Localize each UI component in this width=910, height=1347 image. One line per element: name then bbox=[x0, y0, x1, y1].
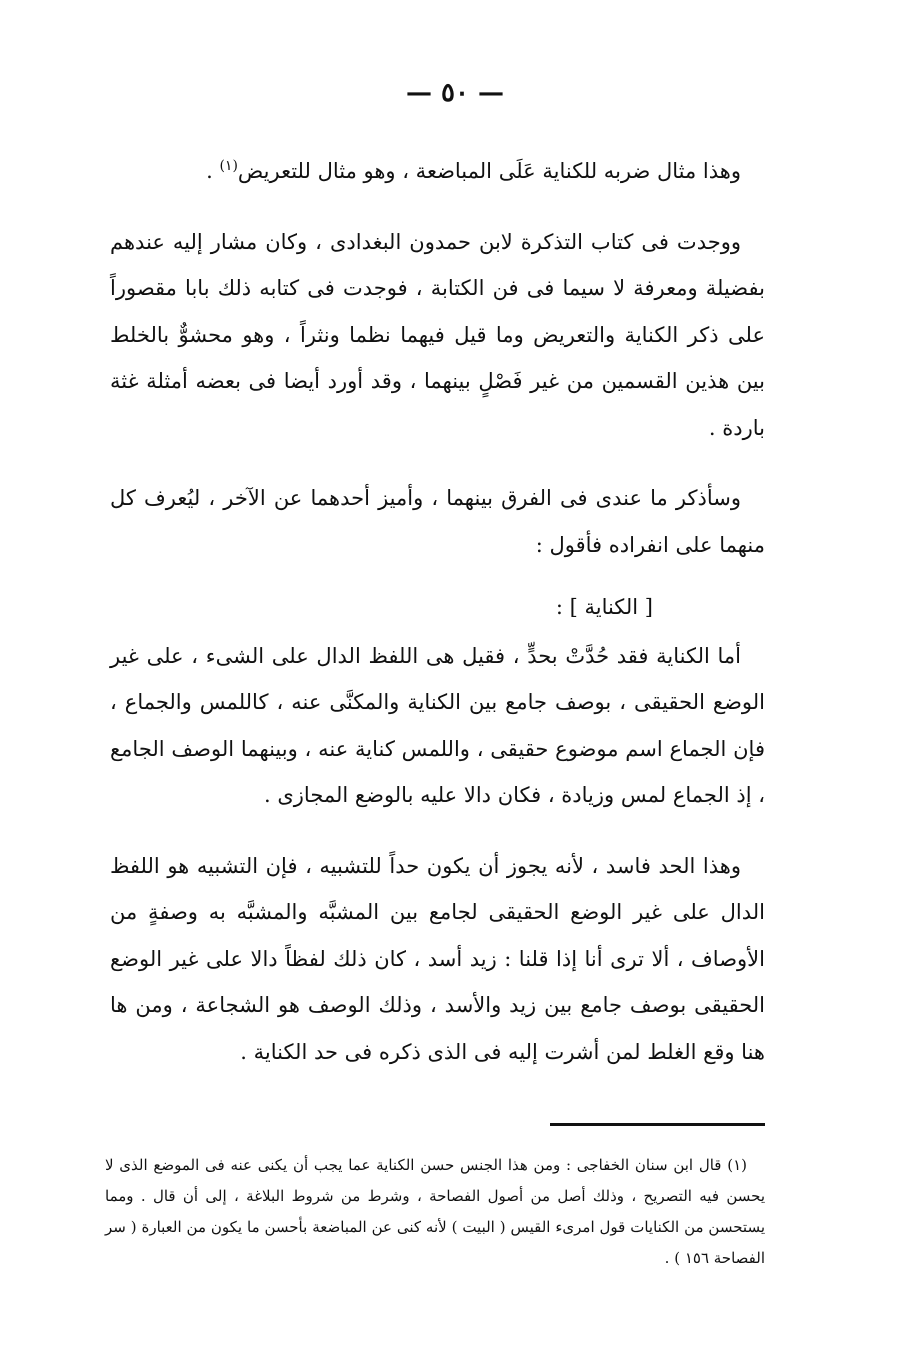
paragraph-1-end: . bbox=[206, 159, 220, 183]
paragraph-1-text: وهذا مثال ضربه للكناية عَلَى المباضعة ، وهو مثال للتعريض bbox=[237, 159, 741, 183]
page-number: — ٥٠ — bbox=[405, 78, 505, 108]
footnote-text: (١) قال ابن سنان الخفاجى : ومن هذا الجنس حسن الكناية عما يجب أن يكنى عنه فى الموضع الذى لا يحسن فيه التصريح ، وذلك أصل من أصول الفصاحة ، وشرط من شروط البلاغة ، إلى أن قال . ومما يستحسن من الكنايات قول امرىء القيس ( البيت ) لأنه كنى عن المباضعة بأحسن ما يكون من العبارة ( سر الفصاحة ١٥٦ ) . bbox=[105, 1156, 765, 1267]
footnote bbox=[105, 1150, 765, 1274]
footnote-reference: (١) bbox=[219, 158, 238, 174]
main-text bbox=[110, 148, 765, 1075]
section-heading: [ الكناية ] : bbox=[555, 595, 653, 619]
paragraph-3: وسأذكر ما عندى فى الفرق بينهما ، وأميز أحدهما عن الآخر ، ليُعرف كل منهما على انفراده فأقول : bbox=[110, 486, 765, 557]
paragraph-5: وهذا الحد فاسد ، لأنه يجوز أن يكون حداً للتشبيه ، فإن التشبيه هو اللفظ الدال على غير الوضع الحقيقى لجامع بين المشبَّه والمشبَّه به وصفةٍ من الأوصاف ، ألا ترى أنا إذا قلنا : زيد أسد ، كان ذلك لفظاً دالا على غير الوضع الحقيقى بوصف جامع بين زيد والأسد ، وذلك الوصف هو الشجاعة ، ومن ها هنا وقع الغلط لمن أشرت إليه فى الذى ذكره فى حد الكناية . bbox=[110, 853, 765, 1064]
paragraph-2: ووجدت فى كتاب التذكرة لابن حمدون البغدادى ، وكان مشار إليه عندهم بفضيلة ومعرفة لا سيما فى فن الكتابة ، فوجدت فى كتابه ذلك بابا مقصوراً على ذكر الكناية والتعريض وما قيل فيهما نظما ونثراً ، وهو محشوٌّ بالخلط بين هذين القسمين من غير فَصْلٍ بينهما ، وقد أورد أيضا فى بعضه أمثلة غثة باردة . bbox=[110, 229, 765, 440]
paragraph-1 bbox=[110, 148, 765, 195]
paragraph-4: أما الكناية فقد حُدَّتْ بحدٍّ ، فقيل هى اللفظ الدال على الشىء ، على غير الوضع الحقيقى ، بوصف جامع بين الكناية والمكنَّى عنه ، كاللمس والجماع ، فإن الجماع اسم موضوع حقيقى ، واللمس كناية عنه ، وبينهما الوصف الجامع ، إذ الجماع لمس وزيادة ، فكان دالا عليه بالوضع المجازى . bbox=[110, 643, 765, 807]
footnote-divider bbox=[550, 1123, 765, 1126]
